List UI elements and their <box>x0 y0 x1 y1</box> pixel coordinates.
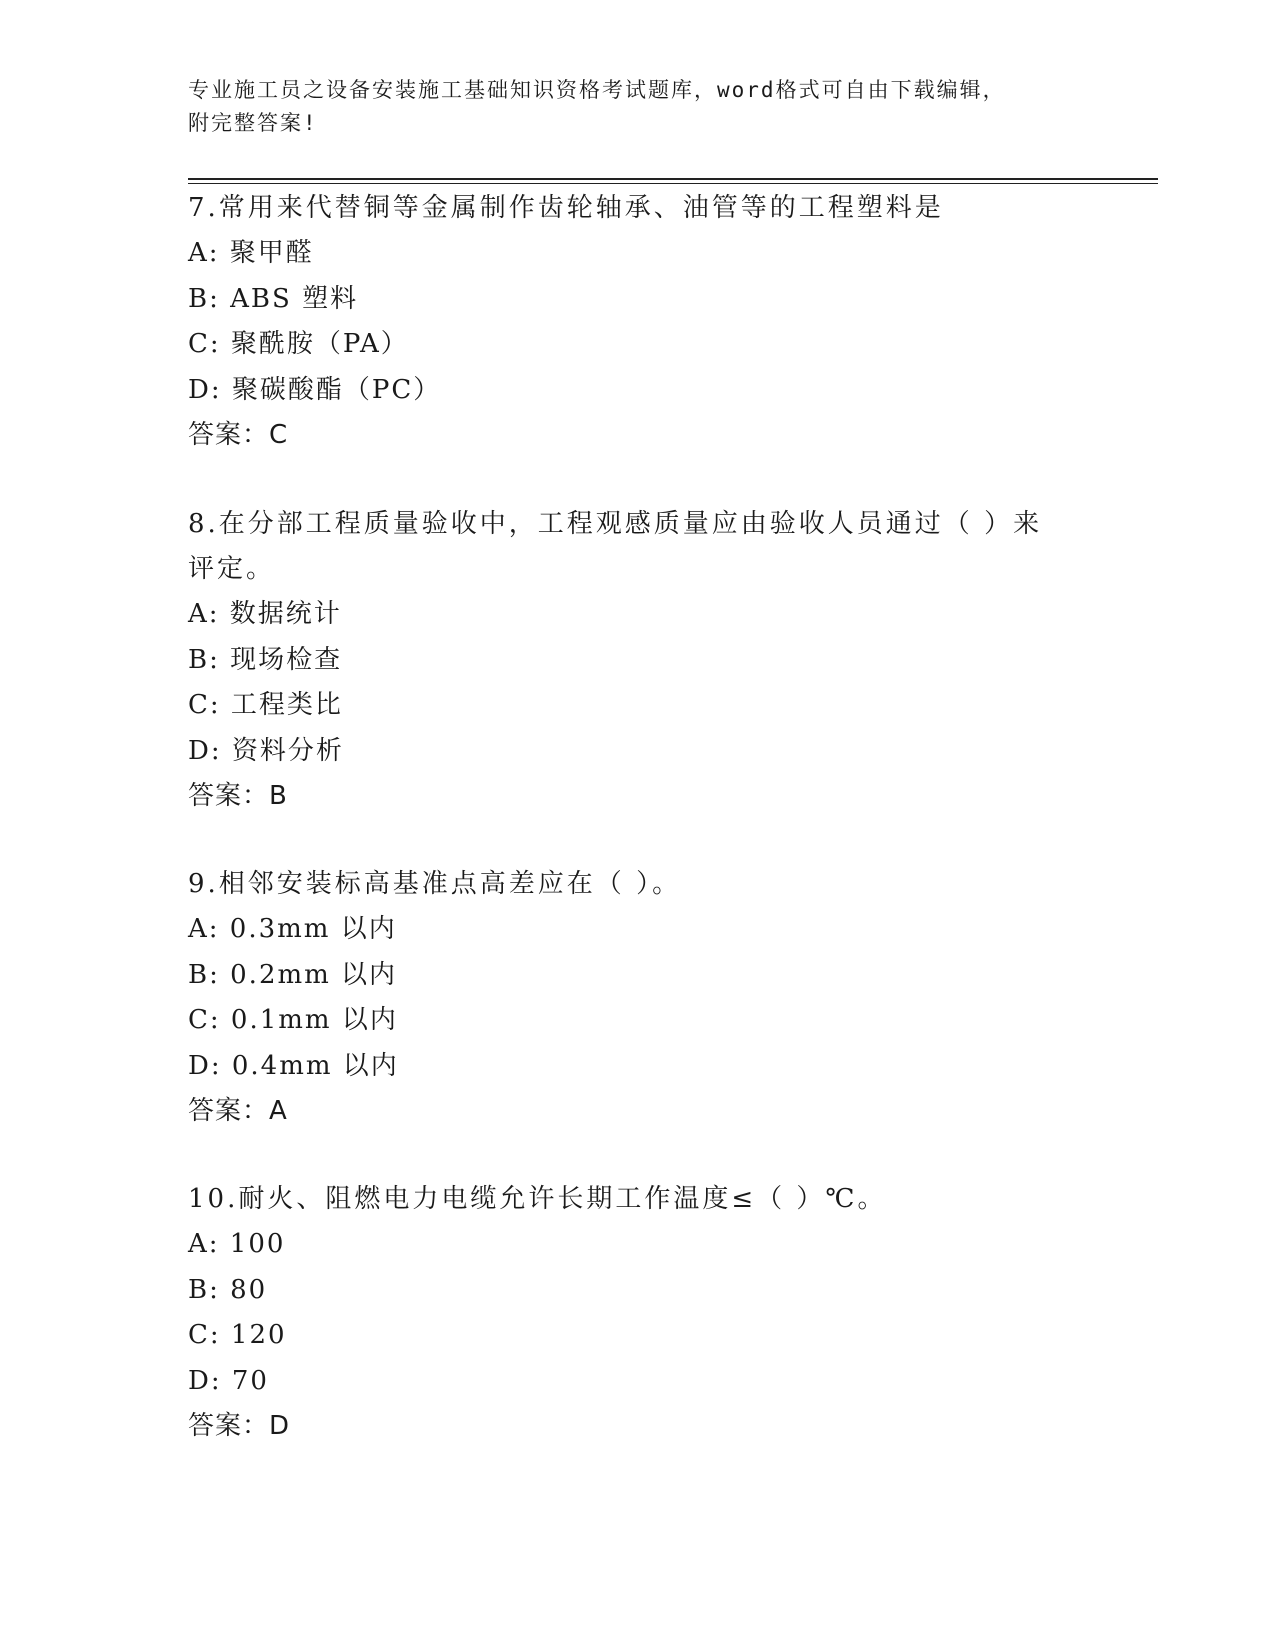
question-block-7 <box>188 186 1088 459</box>
option-a: A: 数据统计 <box>188 599 342 629</box>
answer-line: 答案：A <box>188 1096 288 1126</box>
question-block-10 <box>188 1177 1088 1450</box>
header-line-2: 附完整答案! <box>188 111 318 135</box>
answer-line: 答案：B <box>188 781 288 811</box>
option-b: B: 80 <box>188 1274 268 1305</box>
option-c: C: 0.1mm 以内 <box>188 1005 398 1035</box>
option-a: A: 100 <box>188 1229 286 1259</box>
option-c: C: 120 <box>188 1320 287 1350</box>
header-divider-thin <box>188 183 1158 184</box>
option-b: B: ABS 塑料 <box>188 283 359 314</box>
option-a: A: 聚甲醛 <box>188 238 314 268</box>
answer-line: 答案：C <box>188 420 289 450</box>
question-text: 8.在分部工程质量验收中，工程观感质量应由验收人员通过（ ）来评定。 <box>188 509 1043 584</box>
option-b: B: 现场检查 <box>188 644 343 675</box>
question-text: 7.常用来代替铜等金属制作齿轮轴承、油管等的工程塑料是 <box>188 193 944 223</box>
question-block-8 <box>188 502 1068 820</box>
document-header <box>188 74 1078 140</box>
option-d: D: 资料分析 <box>188 735 344 766</box>
answer-line: 答案：D <box>188 1411 291 1441</box>
header-line-1: 专业施工员之设备安装施工基础知识资格考试题库，word格式可自由下载编辑， <box>188 78 1006 102</box>
option-d: D: 0.4mm 以内 <box>188 1050 399 1081</box>
option-d: D: 70 <box>188 1365 269 1396</box>
question-text: 10.耐火、阻燃电力电缆允许长期工作温度≤（ ）℃。 <box>188 1184 887 1214</box>
option-c: C: 聚酰胺（PA） <box>188 329 409 359</box>
option-b: B: 0.2mm 以内 <box>188 959 398 990</box>
question-block-9 <box>188 862 1088 1135</box>
option-c: C: 工程类比 <box>188 690 343 720</box>
option-a: A: 0.3mm 以内 <box>188 914 397 944</box>
header-divider-thick <box>188 178 1158 180</box>
option-d: D: 聚碳酸酯（PC） <box>188 374 442 405</box>
question-text: 9.相邻安装标高基准点高差应在（ ）。 <box>188 869 682 899</box>
